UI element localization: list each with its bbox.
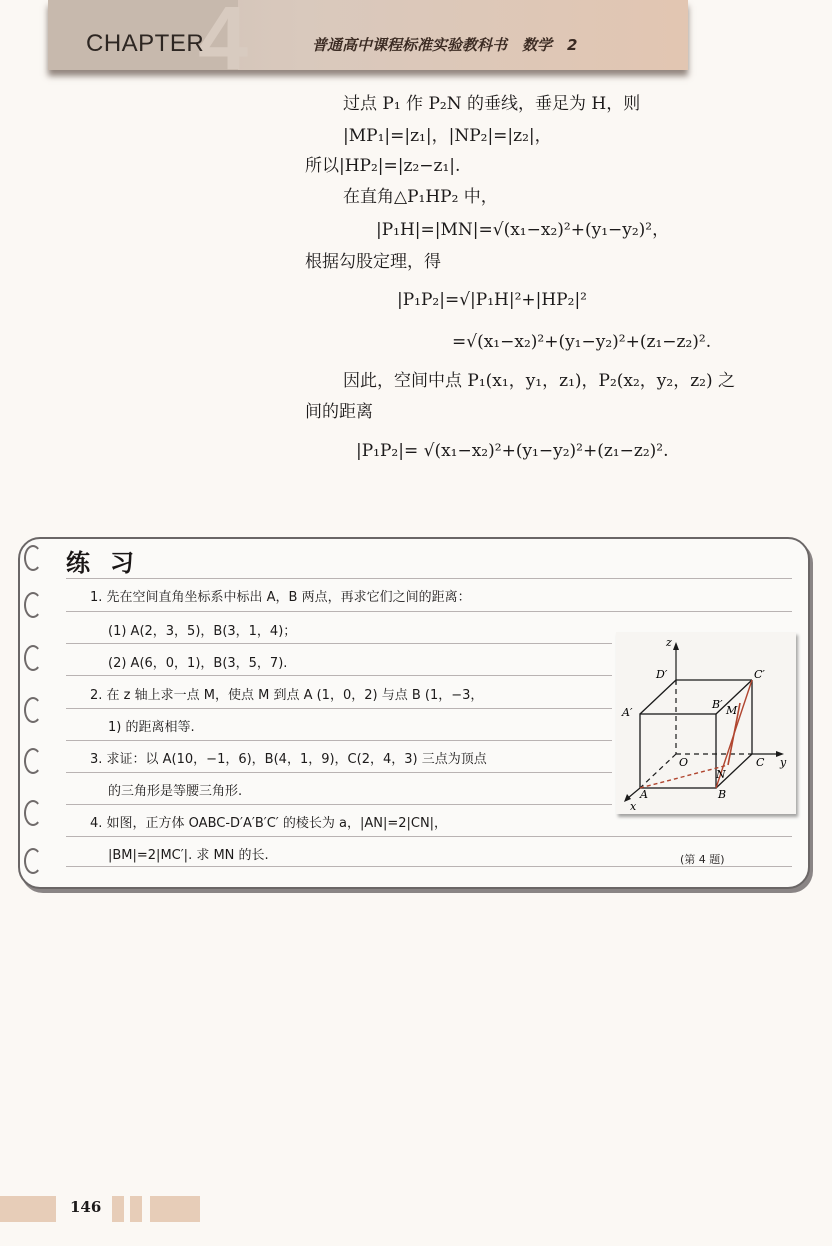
exercise-3-cont: 的三角形是等腰三角形. — [108, 784, 243, 799]
label-C1: C′ — [754, 668, 765, 681]
footer-stripe — [130, 1196, 142, 1222]
label-M: M — [726, 704, 738, 717]
binder-hole — [24, 800, 42, 826]
text-line-2: |MP₁|=|z₁|，|NP₂|=|z₂|， — [343, 126, 552, 146]
ruled-line — [66, 611, 792, 612]
edge-OA — [640, 754, 676, 788]
exercise-1-part-2: (2) A(6，0，1)，B(3，5，7). — [108, 656, 288, 671]
ruled-line — [66, 578, 792, 579]
text-line-3: 所以|HP₂|=|z₂−z₁|. — [305, 156, 461, 176]
label-C: C — [756, 756, 765, 769]
footer-stripe-right — [150, 1196, 200, 1222]
practice-title: 练习 — [66, 549, 154, 577]
text-line-7: |P₁P₂|=√|P₁H|²+|HP₂|² — [397, 290, 587, 310]
binder-hole — [24, 592, 42, 618]
text-line-5: |P₁H|=|MN|=√(x₁−x₂)²+(y₁−y₂)²， — [376, 220, 670, 240]
edge-D1A1 — [640, 680, 676, 714]
label-D1: D′ — [656, 668, 668, 681]
label-A1: A′ — [622, 706, 633, 719]
binder-hole — [24, 545, 42, 571]
z-axis-arrow — [673, 642, 679, 650]
ruled-line — [66, 675, 612, 676]
footer-stripe-left — [0, 1196, 56, 1222]
x-axis — [628, 788, 640, 798]
exercise-3: 3. 求证：以 A(10，−1，6)，B(4，1，9)，C(2，4，3) 三点为顶点 — [90, 752, 487, 767]
text-line-6: 根据勾股定理，得 — [305, 252, 441, 272]
ruled-line — [66, 708, 612, 709]
ruled-line — [66, 740, 612, 741]
label-y: y — [780, 756, 787, 769]
label-B1: B′ — [712, 698, 723, 711]
text-line-1: 过点 P₁ 作 P₂N 的垂线，垂足为 H，则 — [343, 94, 641, 114]
cube-figure-frame — [616, 632, 796, 814]
label-B: B — [718, 788, 727, 801]
exercise-4-cont: |BM|=2|MC′|. 求 MN 的长. — [108, 848, 269, 863]
ruled-line — [66, 643, 612, 644]
text-line-11: |P₁P₂|= √(x₁−x₂)²+(y₁−y₂)²+(z₁−z₂)². — [356, 441, 669, 461]
exercise-1-part-1: (1) A(2，3，5)，B(3，1，4)； — [108, 624, 297, 639]
binder-hole — [24, 848, 42, 874]
front-face — [640, 714, 716, 788]
exercise-2-cont: 1) 的距离相等. — [108, 720, 195, 735]
label-x: x — [630, 800, 637, 813]
chapter-label: CHAPTER — [86, 30, 205, 57]
binder-hole — [24, 697, 42, 723]
label-N: N — [716, 768, 726, 781]
book-title: 普通高中课程标准实验教科书 数学 2 — [312, 36, 578, 54]
text-line-8: =√(x₁−x₂)²+(y₁−y₂)²+(z₁−z₂)². — [452, 332, 712, 352]
ruled-line — [66, 772, 612, 773]
binder-hole — [24, 748, 42, 774]
chapter-number-watermark: 4 — [198, 0, 249, 89]
cube-diagram — [616, 632, 796, 814]
ruled-line — [66, 836, 792, 837]
footer-stripe — [112, 1196, 124, 1222]
figure-caption: (第 4 题) — [680, 853, 725, 866]
exercise-4: 4. 如图，正方体 OABC-D′A′B′C′ 的棱长为 a，|AN|=2|CN|， — [90, 816, 448, 831]
exercise-2: 2. 在 z 轴上求一点 M，使点 M 到点 A (1，0，2) 与点 B (1，−3， — [90, 688, 484, 703]
exercise-1: 1. 先在空间直角坐标系中标出 A，B 两点，再求它们之间的距离： — [90, 590, 471, 605]
ruled-line — [66, 804, 612, 805]
text-line-9: 因此，空间中点 P₁(x₁，y₁，z₁)，P₂(x₂，y₂，z₂) 之 — [343, 371, 736, 391]
text-line-10: 间的距离 — [305, 402, 373, 422]
label-A: A — [640, 788, 648, 801]
binder-hole — [24, 645, 42, 671]
label-O: O — [679, 756, 689, 769]
label-z: z — [666, 636, 672, 649]
text-line-4: 在直角△P₁HP₂ 中， — [343, 187, 498, 207]
page-number: 146 — [70, 1198, 102, 1216]
